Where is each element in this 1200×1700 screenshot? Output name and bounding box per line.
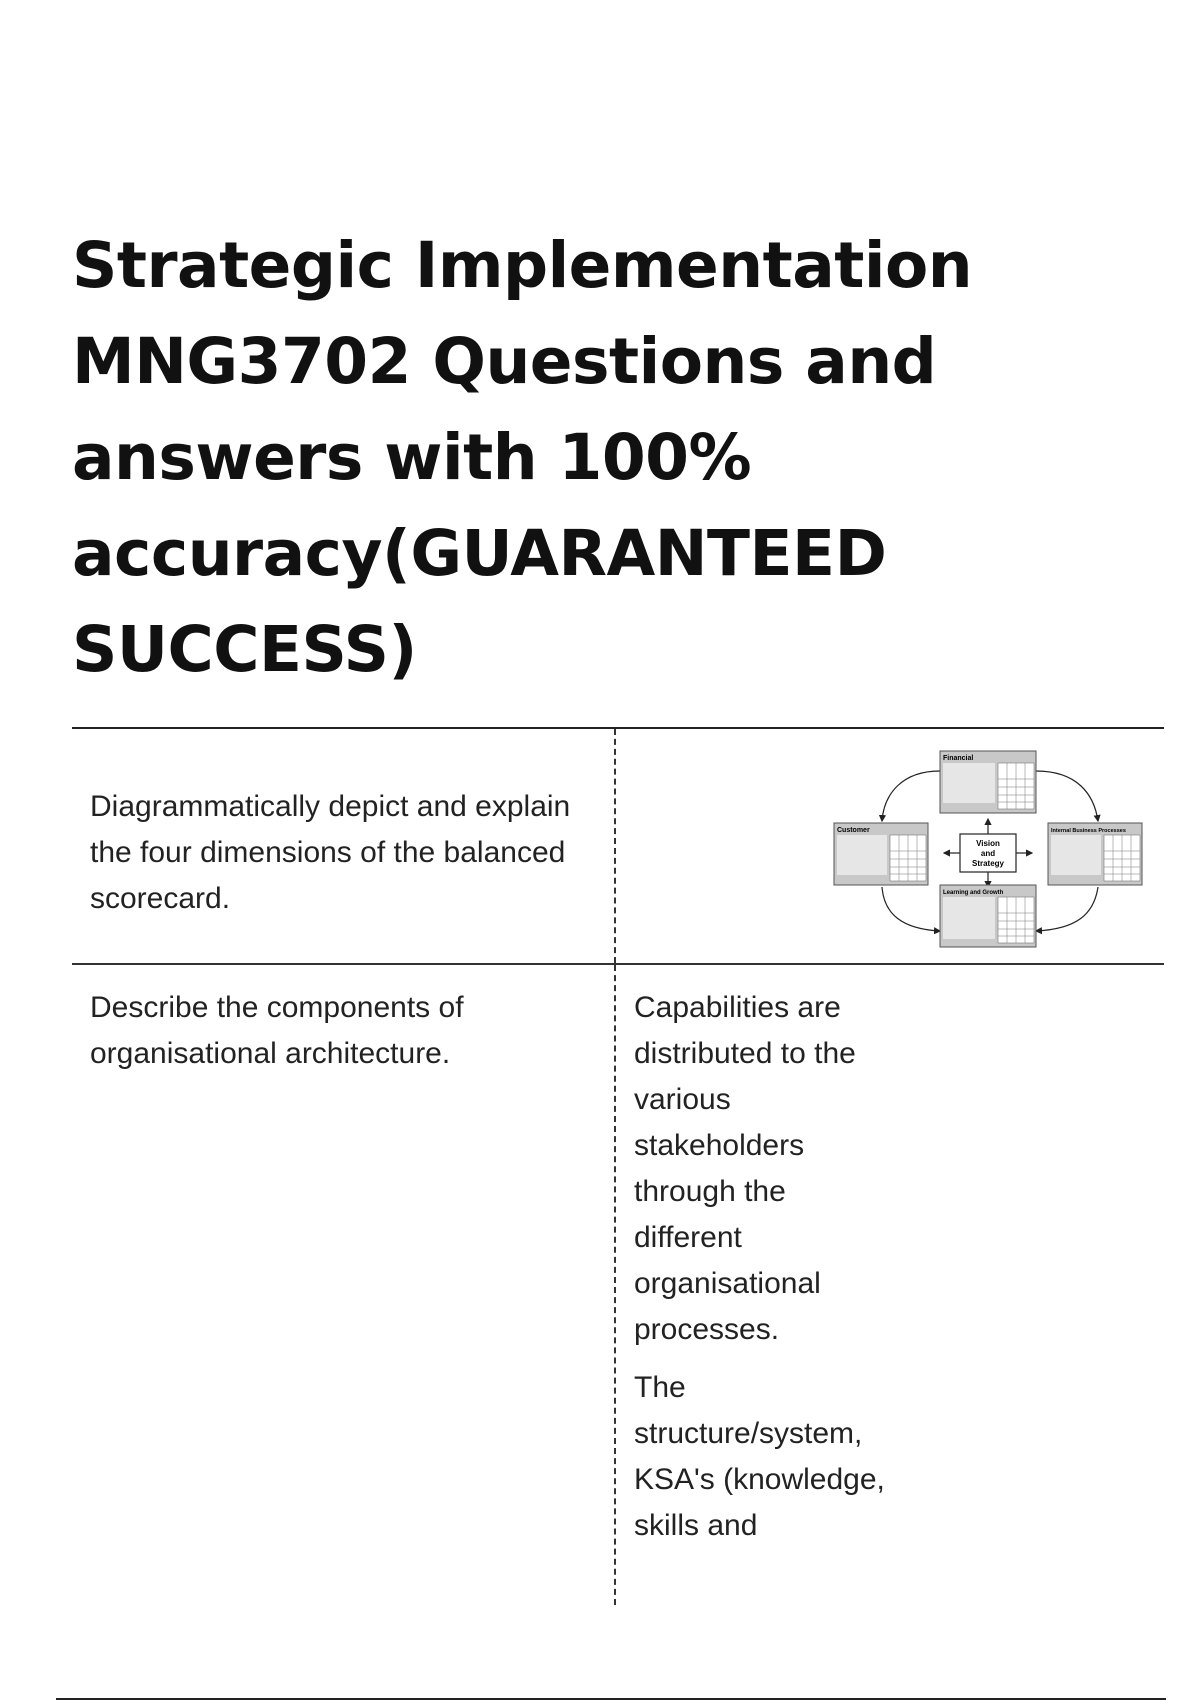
svg-text:Customer: Customer (837, 827, 870, 834)
customer-box (834, 823, 928, 885)
financial-box (940, 751, 1036, 813)
document-title (72, 218, 1152, 698)
answer-cell (616, 729, 1164, 963)
question-cell: Describe the components of organisational architecture. (72, 965, 616, 1605)
qa-row (72, 965, 1164, 1605)
diagram-center-text: Strategy (971, 859, 1005, 868)
answer-cell (616, 965, 1164, 1605)
balanced-scorecard-diagram (832, 749, 1144, 949)
svg-text:Financial: Financial (943, 755, 974, 762)
qa-row (72, 727, 1164, 965)
internal-processes-box (1048, 823, 1142, 885)
svg-text:Internal Business Processes: Internal Business Processes (1051, 828, 1126, 834)
question-cell: Diagrammatically depict and explain the four dimensions of the balanced scorecard. (72, 729, 616, 963)
answer-paragraph: The structure/system, KSA's (knowledge, skills and (634, 1371, 885, 1542)
learning-growth-box (940, 885, 1036, 947)
diagram-center-text: and (980, 849, 996, 858)
title-line: MNG3702 Questions and (72, 325, 937, 398)
title-line: answers with 100% (72, 421, 752, 494)
title-line: SUCCESS) (72, 613, 417, 686)
svg-text:Learning and Growth: Learning and Growth (943, 890, 1004, 896)
qa-table (72, 727, 1164, 1605)
answer-paragraph: Capabilities are distributed to the various stakeholders through the different organisational processes. (634, 991, 856, 1346)
title-line: accuracy(GUARANTEED (72, 517, 887, 590)
title-line: Strategic Implementation (72, 229, 973, 302)
diagram-center-text: Vision (976, 839, 1000, 848)
